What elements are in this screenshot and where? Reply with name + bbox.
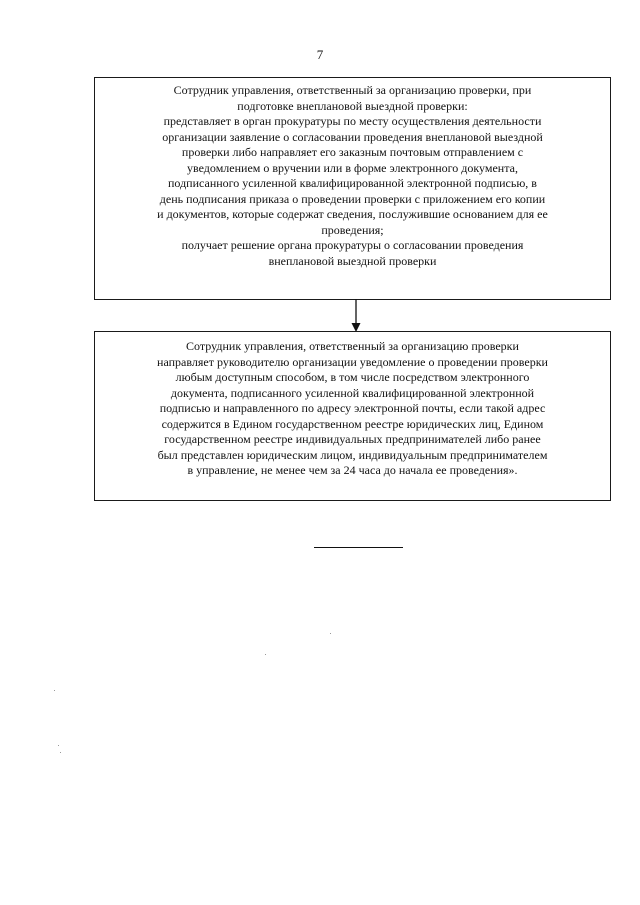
scan-speck xyxy=(60,752,61,753)
flowchart-step-1-box xyxy=(94,77,611,300)
step-1-line: получает решение органа прокуратуры о согласовании проведения xyxy=(181,238,524,252)
step-1-line: Сотрудник управления, ответственный за организацию проверки, при xyxy=(173,83,532,97)
scan-speck xyxy=(265,654,266,655)
end-of-document-rule xyxy=(314,547,403,548)
step-2-line: направляет руководителю организации уведомление о проведении проверки xyxy=(157,354,548,369)
step-2-line: государственном реестре индивидуальных предпринимателей либо ранее xyxy=(164,432,541,446)
page-number: 7 xyxy=(316,47,324,62)
step-1-line: внеплановой выездной проверки xyxy=(268,253,437,268)
step-1-line: уведомлением о вручении или в форме электронного документа, xyxy=(187,160,518,175)
step-1-line: и документов, которые содержат сведения, послужившие основанием для ее xyxy=(157,207,548,221)
step-2-line: содержится в Едином государственном реестре юридических лиц, Едином xyxy=(161,416,544,431)
step-2-line: подписью и направленного по адресу электронной почты, если такой адрес xyxy=(159,401,546,415)
step-2-line: был представлен юридическим лицом, индивидуальным предпринимателем xyxy=(157,447,548,462)
step-1-line: подготовке внеплановой выездной проверки: xyxy=(237,98,468,113)
step-1-line: представляет в орган прокуратуры по месту осуществления деятельности xyxy=(163,114,542,128)
step-1-line: подписанного усиленной квалифицированной электронной подписью, в xyxy=(168,176,537,190)
step-2-line: Сотрудник управления, ответственный за организацию проверки xyxy=(186,339,519,353)
step-2-line: в управление, не менее чем за 24 часа до начала ее проведения». xyxy=(187,463,518,477)
scan-speck xyxy=(54,690,55,691)
flowchart-step-2-box xyxy=(94,331,611,501)
step-1-line: организации заявление о согласовании проведения внеплановой выездной xyxy=(162,129,543,144)
scan-speck xyxy=(58,745,59,746)
step-2-line: документа, подписанного усиленной квалифицированной электронной xyxy=(170,385,535,400)
step-2-line: любым доступным способом, в том числе посредством электронного xyxy=(175,370,530,384)
flow-arrow-down-icon xyxy=(349,299,363,333)
scan-speck xyxy=(330,633,331,634)
step-1-line: день подписания приказа о проведении проверки с приложением его копии xyxy=(159,191,546,206)
step-1-line: проверки либо направляет его заказным почтовым отправлением с xyxy=(181,145,524,159)
step-1-line: проведения; xyxy=(321,222,384,237)
